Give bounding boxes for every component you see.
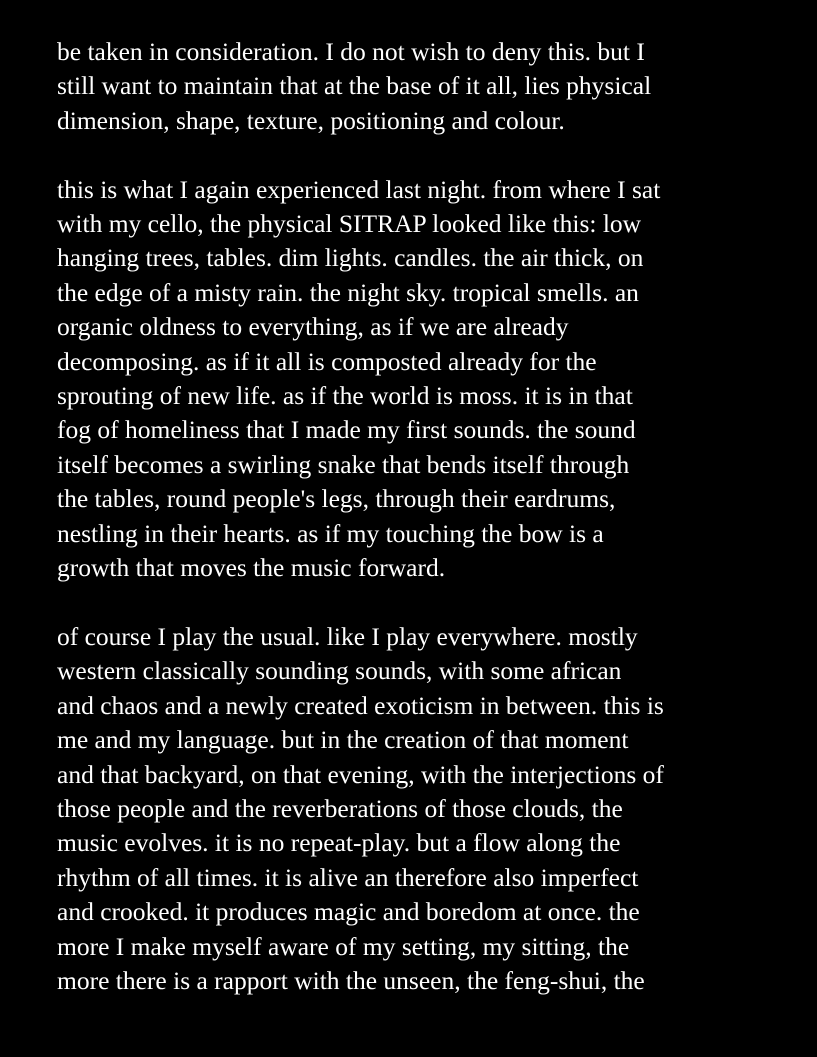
text-line: this is what I again experienced last night. from where I sat xyxy=(57,174,661,204)
text-line: with my cello, the physical SITRAP looked like this: low xyxy=(57,209,642,239)
text-line: music evolves. it is no repeat-play. but a flow along the xyxy=(57,828,621,858)
text-line: rhythm of all times. it is alive an therefore also imperfect xyxy=(57,862,639,892)
text-line: more I make myself aware of my setting, my sitting, the xyxy=(57,931,630,961)
text-line: western classically sounding sounds, with some african xyxy=(57,656,622,686)
text-line: me and my language. but in the creation of that moment xyxy=(57,725,629,755)
text-line: the tables, round people's legs, through their eardrums, xyxy=(57,484,616,514)
paragraph-1 xyxy=(57,35,797,138)
paragraph-3 xyxy=(57,620,797,998)
text-line: nestling in their hearts. as if my touching the bow is a xyxy=(57,518,604,548)
text-line: hanging trees, tables. dim lights. candles. the air thick, on xyxy=(57,243,644,273)
text-line: and crooked. it produces magic and boredom at once. the xyxy=(57,897,640,927)
paragraph-2 xyxy=(57,173,797,586)
text-line: organic oldness to everything, as if we are already xyxy=(57,312,569,342)
text-line: fog of homeliness that I made my first sounds. the sound xyxy=(57,415,636,445)
text-line: more there is a rapport with the unseen, the feng-shui, the xyxy=(57,965,645,995)
text-line: decomposing. as if it all is composted already for the xyxy=(57,346,597,376)
text-line: of course I play the usual. like I play everywhere. mostly xyxy=(57,621,638,651)
text-line: growth that moves the music forward. xyxy=(57,553,446,583)
text-line: the edge of a misty rain. the night sky. tropical smells. an xyxy=(57,277,639,307)
document-body xyxy=(57,35,797,1033)
text-line: and that backyard, on that evening, with the interjections of xyxy=(57,759,664,789)
text-line: sprouting of new life. as if the world is moss. it is in that xyxy=(57,381,633,411)
text-line: be taken in consideration. I do not wish to deny this. but I xyxy=(57,37,645,66)
text-line: itself becomes a swirling snake that bends itself through xyxy=(57,449,630,479)
text-line: those people and the reverberations of those clouds, the xyxy=(57,793,623,823)
text-line: and chaos and a newly created exoticism in between. this is xyxy=(57,690,664,720)
text-line: still want to maintain that at the base of it all, lies physical xyxy=(57,71,652,101)
text-line: dimension, shape, texture, positioning and colour. xyxy=(57,105,565,135)
